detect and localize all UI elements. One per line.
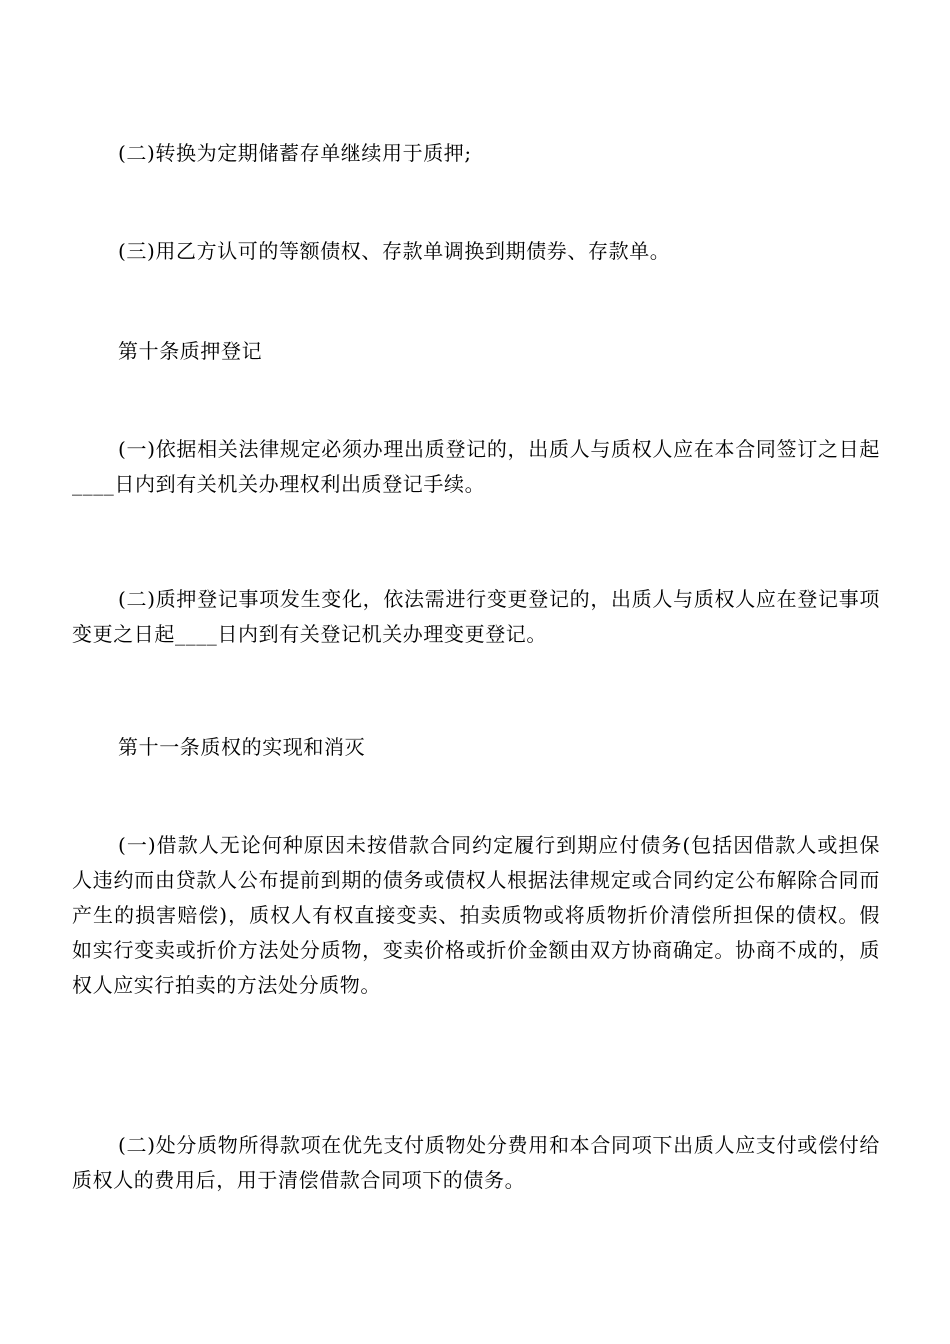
article-11-item-2: (二)处分质物所得款项在优先支付质物处分费用和本合同项下出质人应支付或偿付给质权人的费用后，用于清偿借款合同项下的债务。 [72,1133,880,1192]
article-10-heading: 第十条质押登记 [118,339,263,363]
article-10-item-1: (一)依据相关法律规定必须办理出质登记的，出质人与质权人应在本合同签订之日起____日内到有关机关办理权利出质登记手续。 [72,437,880,496]
article-10-item-2: (二)质押登记事项发生变化，依法需进行变更登记的，出质人与质权人应在登记事项变更之日起____日内到有关登记机关办理变更登记。 [72,587,880,646]
clause-item-2-convert: (二)转换为定期储蓄存单继续用于质押; [118,141,472,165]
article-11-item-1: (一)借款人无论何种原因未按借款合同约定履行到期应付债务(包括因借款人或担保人违约而由贷款人公布提前到期的债务或债权人根据法律规定或合同约定公布解除合同而产生的损害赔偿)，质权人有权直接变卖、拍卖质物或将质物折价清偿所担保的债权。假如实行变卖或折价方法处分质物，变卖价格或折价金额由双方协商确定。协商不成的，质权人应实行拍卖的方法处分质物。 [72,833,880,997]
article-11-heading: 第十一条质权的实现和消灭 [118,735,366,759]
clause-item-3-exchange: (三)用乙方认可的等额债权、存款单调换到期债券、存款单。 [118,239,671,263]
